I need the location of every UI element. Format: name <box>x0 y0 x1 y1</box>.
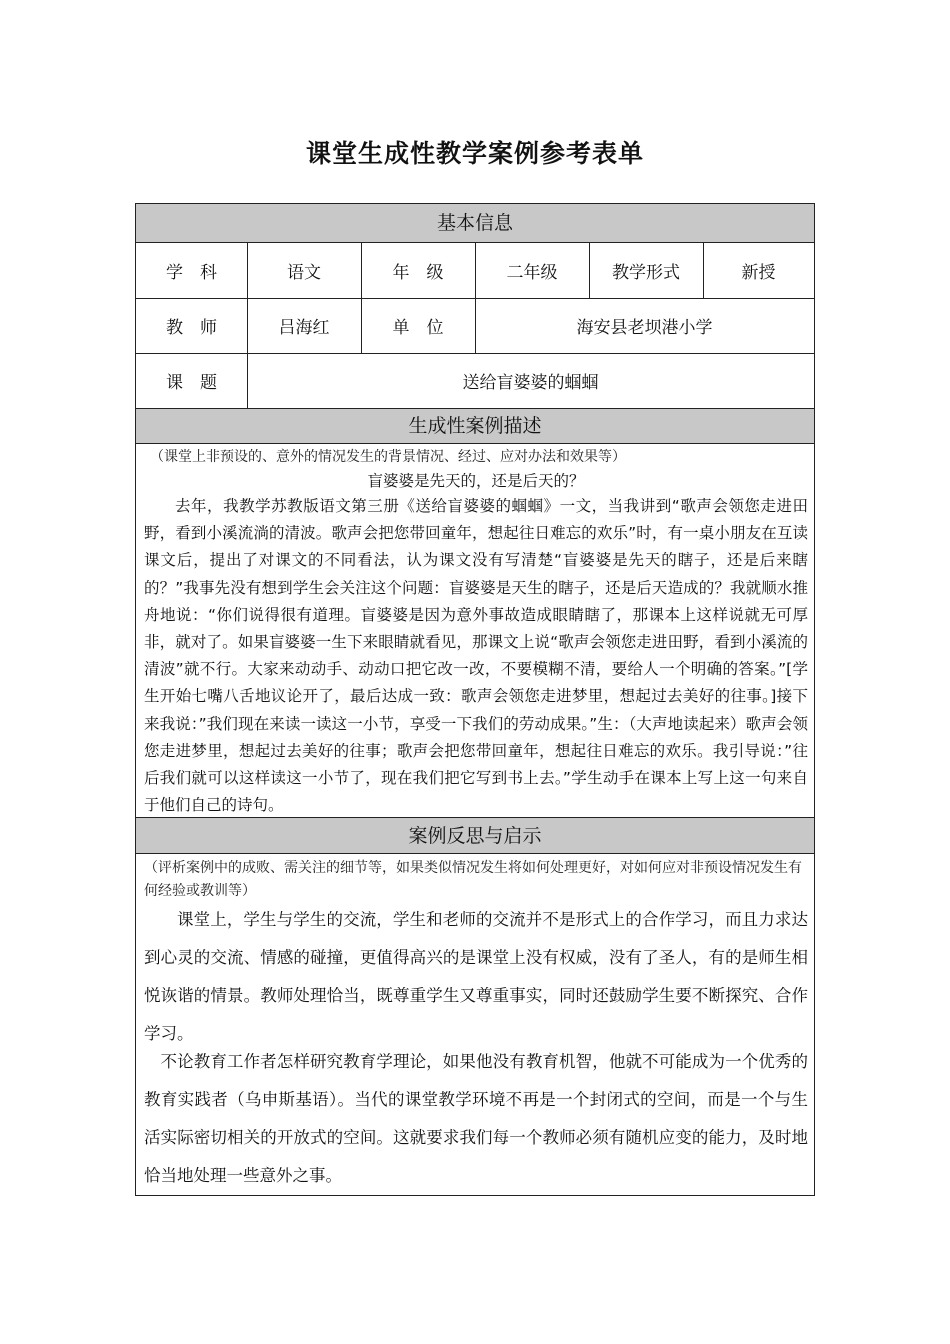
case-description-heading: 生成性案例描述 <box>136 408 814 444</box>
reflection-note: （评析案例中的成败、需关注的细节等，如果类似情况发生将如何处理更好，对如何应对非预设情况发生有何经验或教训等） <box>144 860 802 899</box>
case-form-table <box>135 203 815 1196</box>
reflection-paragraph-2: 不论教育工作者怎样研究教育学理论，如果他没有教育机智，他就不可能成为一个优秀的教育实践者（乌申斯基语）。当代的课堂教学环境不再是一个封闭式的空间，而是一个与生活实际密切相关的开放式的空间。这就要求我们每一个教师必须有随机应变的能力，及时地恰当地处理一些意外之事。 <box>144 1052 808 1185</box>
case-description-body: 去年，我教学苏教版语文第三册《送给盲婆婆的蝈蝈》一文，当我讲到“歌声会领您走进田野，看到小溪流淌的清波。歌声会把您带回童年，想起往日难忘的欢乐”时，有一桌小朋友在互读课文后，提出了对课文的不同看法，认为课文没有写清楚“盲婆婆是先天的瞎子，还是后来瞎的？”我事先没有想到学生会关注这个问题：盲婆婆是天生的瞎子，还是后天造成的？我就顺水推舟地说：“你们说得很有道理。盲婆婆是因为意外事故造成眼睛瞎了，那课本上这样说就无可厚非，就对了。如果盲婆婆一生下来眼睛就看见，那课文上说“歌声会领您走进田野，看到小溪流的清波”就不行。大家来动动手、动动口把它改一改，不要模糊不清，要给人一个明确的答案。”[学生开始七嘴八舌地议论开了，最后达成一致：歌声会领您走进梦里，想起过去美好的往事。]接下来我说：”我们现在来读一读这一小节，享受一下我们的劳动成果。”生：（大声地读起来）歌声会领您走进梦里，想起过去美好的往事；歌声会把您带回童年，想起往日难忘的欢乐。我引导说：”往后我们就可以这样读这一小节了，现在我们把它写到书上去。”学生动手在课本上写上这一句来自于他们自己的诗句。 <box>144 497 808 815</box>
topic-value: 送给盲婆婆的蝈蝈 <box>462 373 599 393</box>
reflection-heading: 案例反思与启示 <box>136 817 814 854</box>
topic-label: 课 题 <box>166 373 217 393</box>
grade-label: 年 级 <box>392 263 444 283</box>
unit-label: 单 位 <box>392 318 444 338</box>
reflection-paragraph-1: 课堂上，学生与学生的交流，学生和老师的交流并不是形式上的合作学习，而且力求达到心灵的交流、情感的碰撞，更值得高兴的是课堂上没有权威，没有了圣人，有的是师生相悦诙谐的情景。教师处理恰当，既尊重学生又尊重事实，同时还鼓励学生要不断探究、合作学习。 <box>144 910 808 1043</box>
teaching-form-label: 教学形式 <box>612 263 680 283</box>
teacher-label: 教 师 <box>166 318 217 338</box>
teaching-form-value: 新授 <box>741 263 776 283</box>
subject-value: 语文 <box>287 263 321 283</box>
case-subtitle: 盲婆婆是先天的，还是后天的？ <box>367 472 585 490</box>
grade-value: 二年级 <box>506 263 558 283</box>
basic-info-heading: 基本信息 <box>136 204 814 243</box>
case-description-note: （课堂上非预设的、意外的情况发生的背景情况、经过、应对办法和效果等） <box>150 449 626 465</box>
teacher-value: 吕海红 <box>278 318 330 338</box>
document-title: 课堂生成性教学案例参考表单 <box>305 139 644 168</box>
unit-value: 海安县老坝港小学 <box>576 318 713 338</box>
subject-label: 学 科 <box>166 263 217 283</box>
